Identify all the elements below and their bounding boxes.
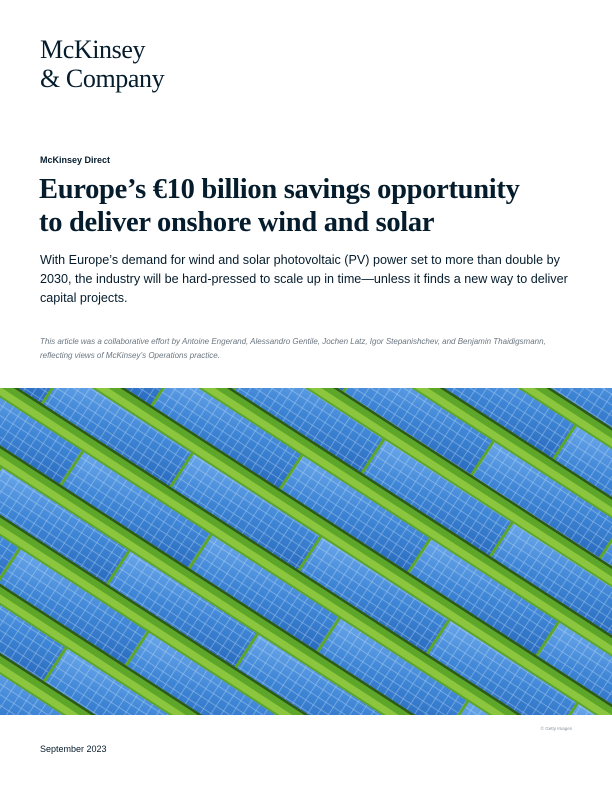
article-title — [39, 173, 584, 239]
solar-farm-photo — [0, 388, 612, 715]
author-credit: This article was a collaborative effort by Antoine Engerand, Alessandro Gentile, Jochen Latz, Igor Stepanishchev, and Benjamin Thaidigsmann, reflecting views of McKinsey’s Operations practice. — [40, 337, 546, 360]
series-label: McKinsey Direct — [40, 155, 111, 165]
publication-date: September 2023 — [40, 744, 107, 754]
logo-line-2: & Company — [40, 64, 165, 93]
title-line-2: to deliver onshore wind and solar — [39, 207, 435, 238]
company-logo — [40, 35, 164, 93]
photo-credit: © Getty Images — [540, 726, 572, 731]
title-line-1: Europe’s €10 billion savings opportunity — [39, 174, 520, 205]
logo-line-1: McKinsey — [40, 35, 146, 64]
article-dek: With Europe’s demand for wind and solar photovoltaic (PV) power set to more than double by 2030, the industry will be hard-pressed to scale up in time—unless it finds a new way to deliver capital projects. — [40, 253, 568, 305]
